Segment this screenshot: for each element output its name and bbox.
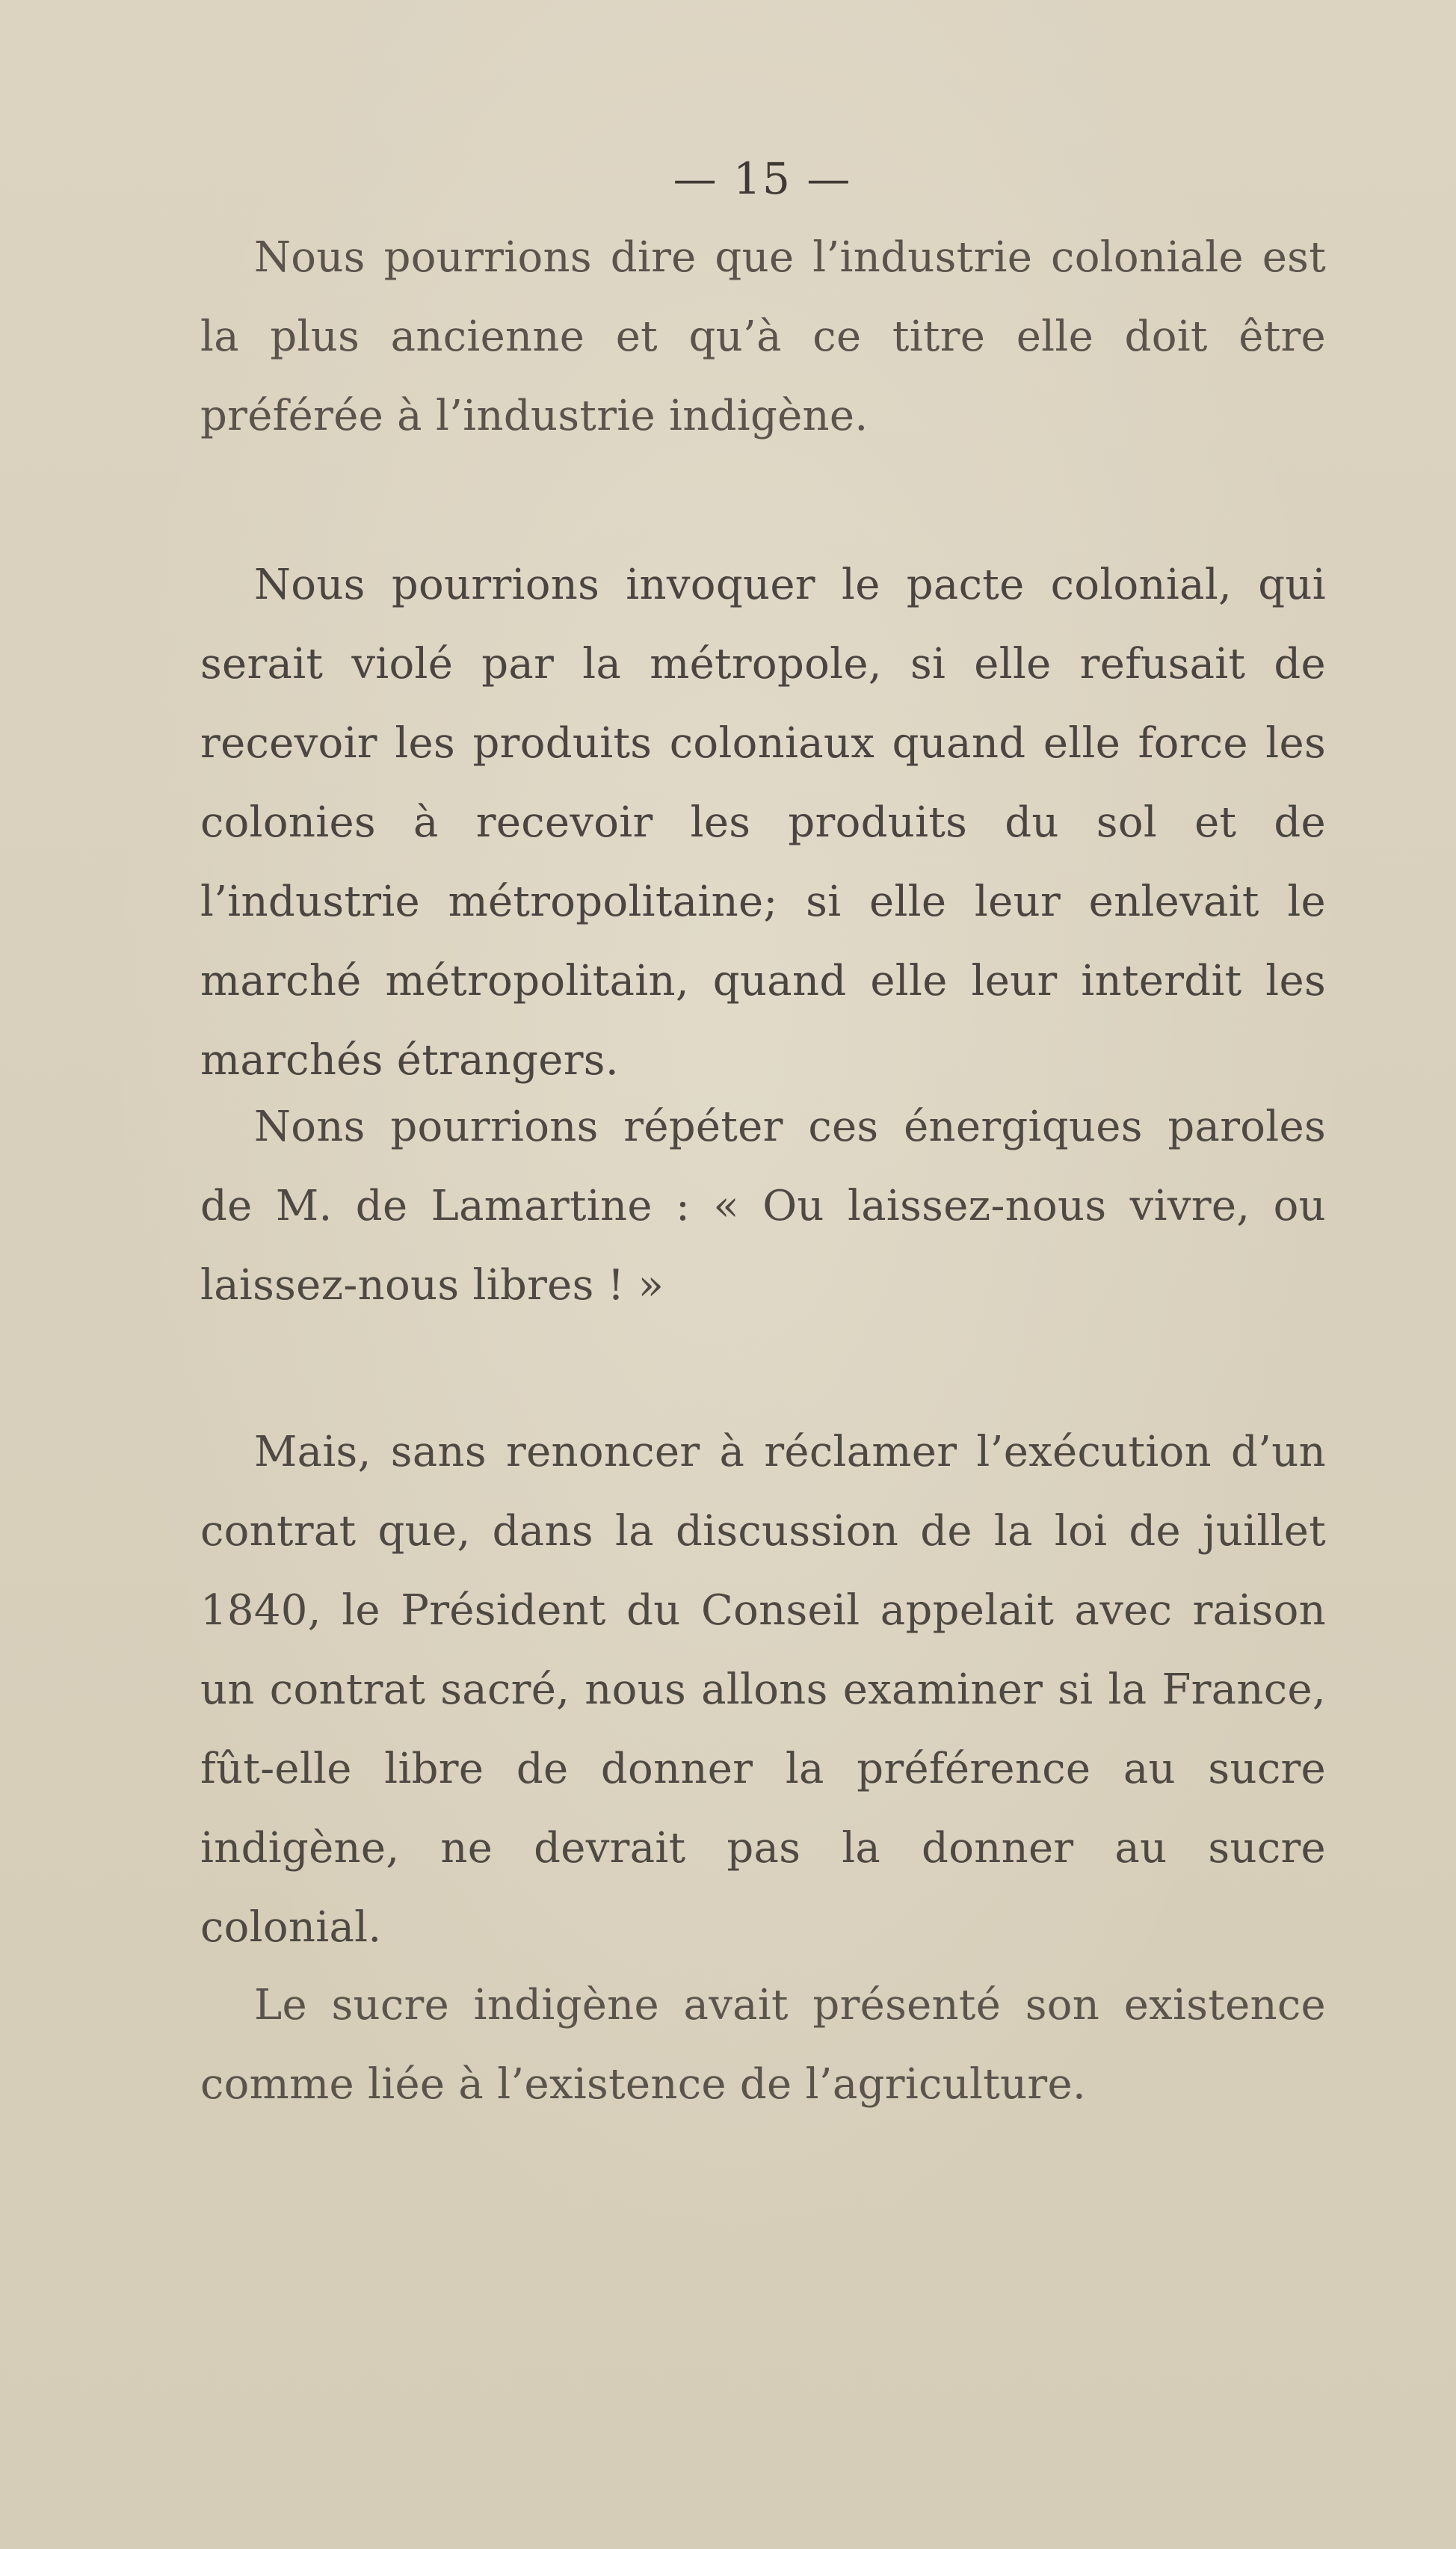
paragraph-4 <box>200 1413 1326 1967</box>
paragraph-5 <box>200 1966 1326 2124</box>
page-number: — 15 — <box>673 153 852 204</box>
paragraph-2 <box>200 546 1326 1100</box>
paragraph-text: Le sucre indigène avait présenté son existence comme liée à l’existence de l’agriculture. <box>200 1981 1326 2109</box>
paragraph-text: Nous pourrions dire que l’industrie coloniale est la plus ancienne et qu’à ce titre elle doit être préférée à l’industrie indigène. <box>200 233 1326 440</box>
paragraph-text: Nons pourrions répéter ces énergiques paroles de M. de Lamartine : « Ou laissez-nous vivre, ou laissez-nous libres ! » <box>200 1103 1326 1310</box>
paragraph-3 <box>200 1088 1326 1325</box>
paragraph-1 <box>200 218 1326 456</box>
paragraph-text: Mais, sans renoncer à réclamer l’exécution d’un contrat que, dans la discussion de la loi de juillet 1840, le Président du Conseil appelait avec raison un contrat sacré, nous allons examiner si la France, fût-elle libre de donner la préférence au sucre indigène, ne devrait pas la donner au sucre colonial. <box>200 1428 1326 1952</box>
paragraph-text: Nous pourrions invoquer le pacte colonial, qui serait violé par la métropole, si elle refusait de recevoir les produits coloniaux quand elle force les colonies à recevoir les produits du sol et de l’industrie métropolitaine; si elle leur enlevait le marché métropolitain, quand elle leur interdit les marchés étrangers. <box>200 561 1326 1085</box>
